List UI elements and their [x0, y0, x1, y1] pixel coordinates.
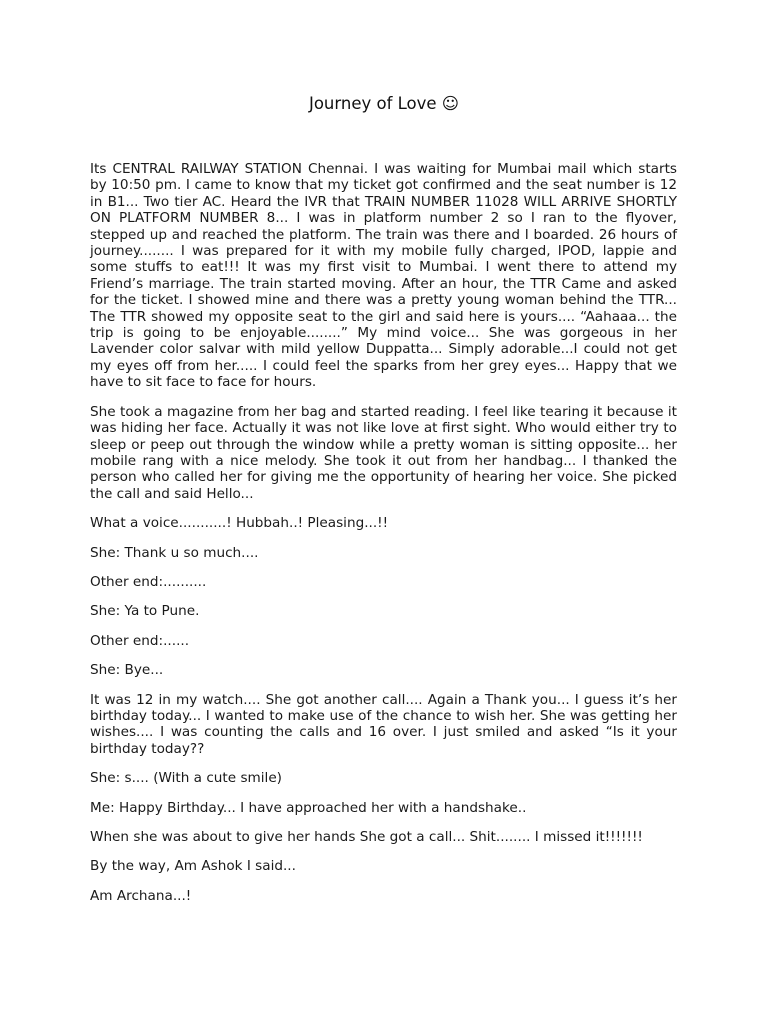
paragraph: Am Archana...! — [90, 887, 192, 904]
paragraph: What a voice...........! Hubbah..! Pleasing...!! — [90, 515, 389, 532]
paragraph: When she was about to give her hands She got a call... Shit........ I missed it!!!!!!! — [90, 829, 643, 845]
paragraph: She: Thank u so much.... — [90, 544, 259, 561]
paragraph: Its CENTRAL RAILWAY STATION Chennai. I was waiting for Mumbai mail which starts by 10:50 pm. I came to know that my ticket got confirmed and the seat number is 12 in B1... Two tier AC. Heard the IVR that TRAIN NUMBER 11028 WILL ARRIVE SHORTLY ON PLATFORM NUMBER 8... I was in platform number 2 so I ran to the flyover, stepped up and reached the platform. The train was there and I boarded. 26 hours of journey........ I was prepared for it with my mobile fully charged, IPOD, lappie and some stuffs to eat!!! It was my first visit to Mumbai. I went there to attend my Friend’s marriage. The train started moving. After an hour, the TTR Came and asked for the ticket. I showed mine and there was a pretty young woman behind the TTR... The TTR showed my opposite seat to the girl and said here is yours.... “Aahaaa... the trip is going to be enjoyable........” My mind voice... She was gorgeous in her Lavender color salvar with mild yellow Duppatta... Simply adorable...I could not get my eyes off from her..... I could feel the sparks from her grey eyes... Happy that we have to sit face to face for hours. — [90, 161, 677, 391]
paragraph: She: s.... (With a cute smile) — [90, 770, 282, 787]
paragraph: Other end:...... — [90, 632, 190, 649]
paragraph: Other end:.......... — [90, 573, 207, 590]
paragraph: She: Bye... — [90, 662, 164, 679]
document-title: Journey of Love ☺ — [308, 94, 460, 113]
paragraph: She: Ya to Pune. — [90, 603, 200, 620]
paragraph: Me: Happy Birthday... I have approached her with a handshake.. — [90, 799, 527, 816]
paragraph: She took a magazine from her bag and started reading. I feel like tearing it because it was hiding her face. Actually it was not like love at first sight. Who would either try to sleep or peep out through the window while a pretty woman is sitting opposite... her mobile rang with a nice melody. She took it out from her handbag... I thanked the person who called her for giving me the opportunity of hearing her voice. She picked the call and said Hello... — [90, 403, 677, 502]
paragraph: By the way, Am Ashok I said... — [90, 858, 296, 875]
paragraph: It was 12 in my watch.... She got another call.... Again a Thank you... I guess it’s her birthday today... I wanted to make use of the chance to wish her. She was getting her wishes.... I was counting the calls and 16 over. I just smiled and asked “Is it your birthday today?? — [90, 691, 677, 757]
document-body — [90, 161, 677, 917]
